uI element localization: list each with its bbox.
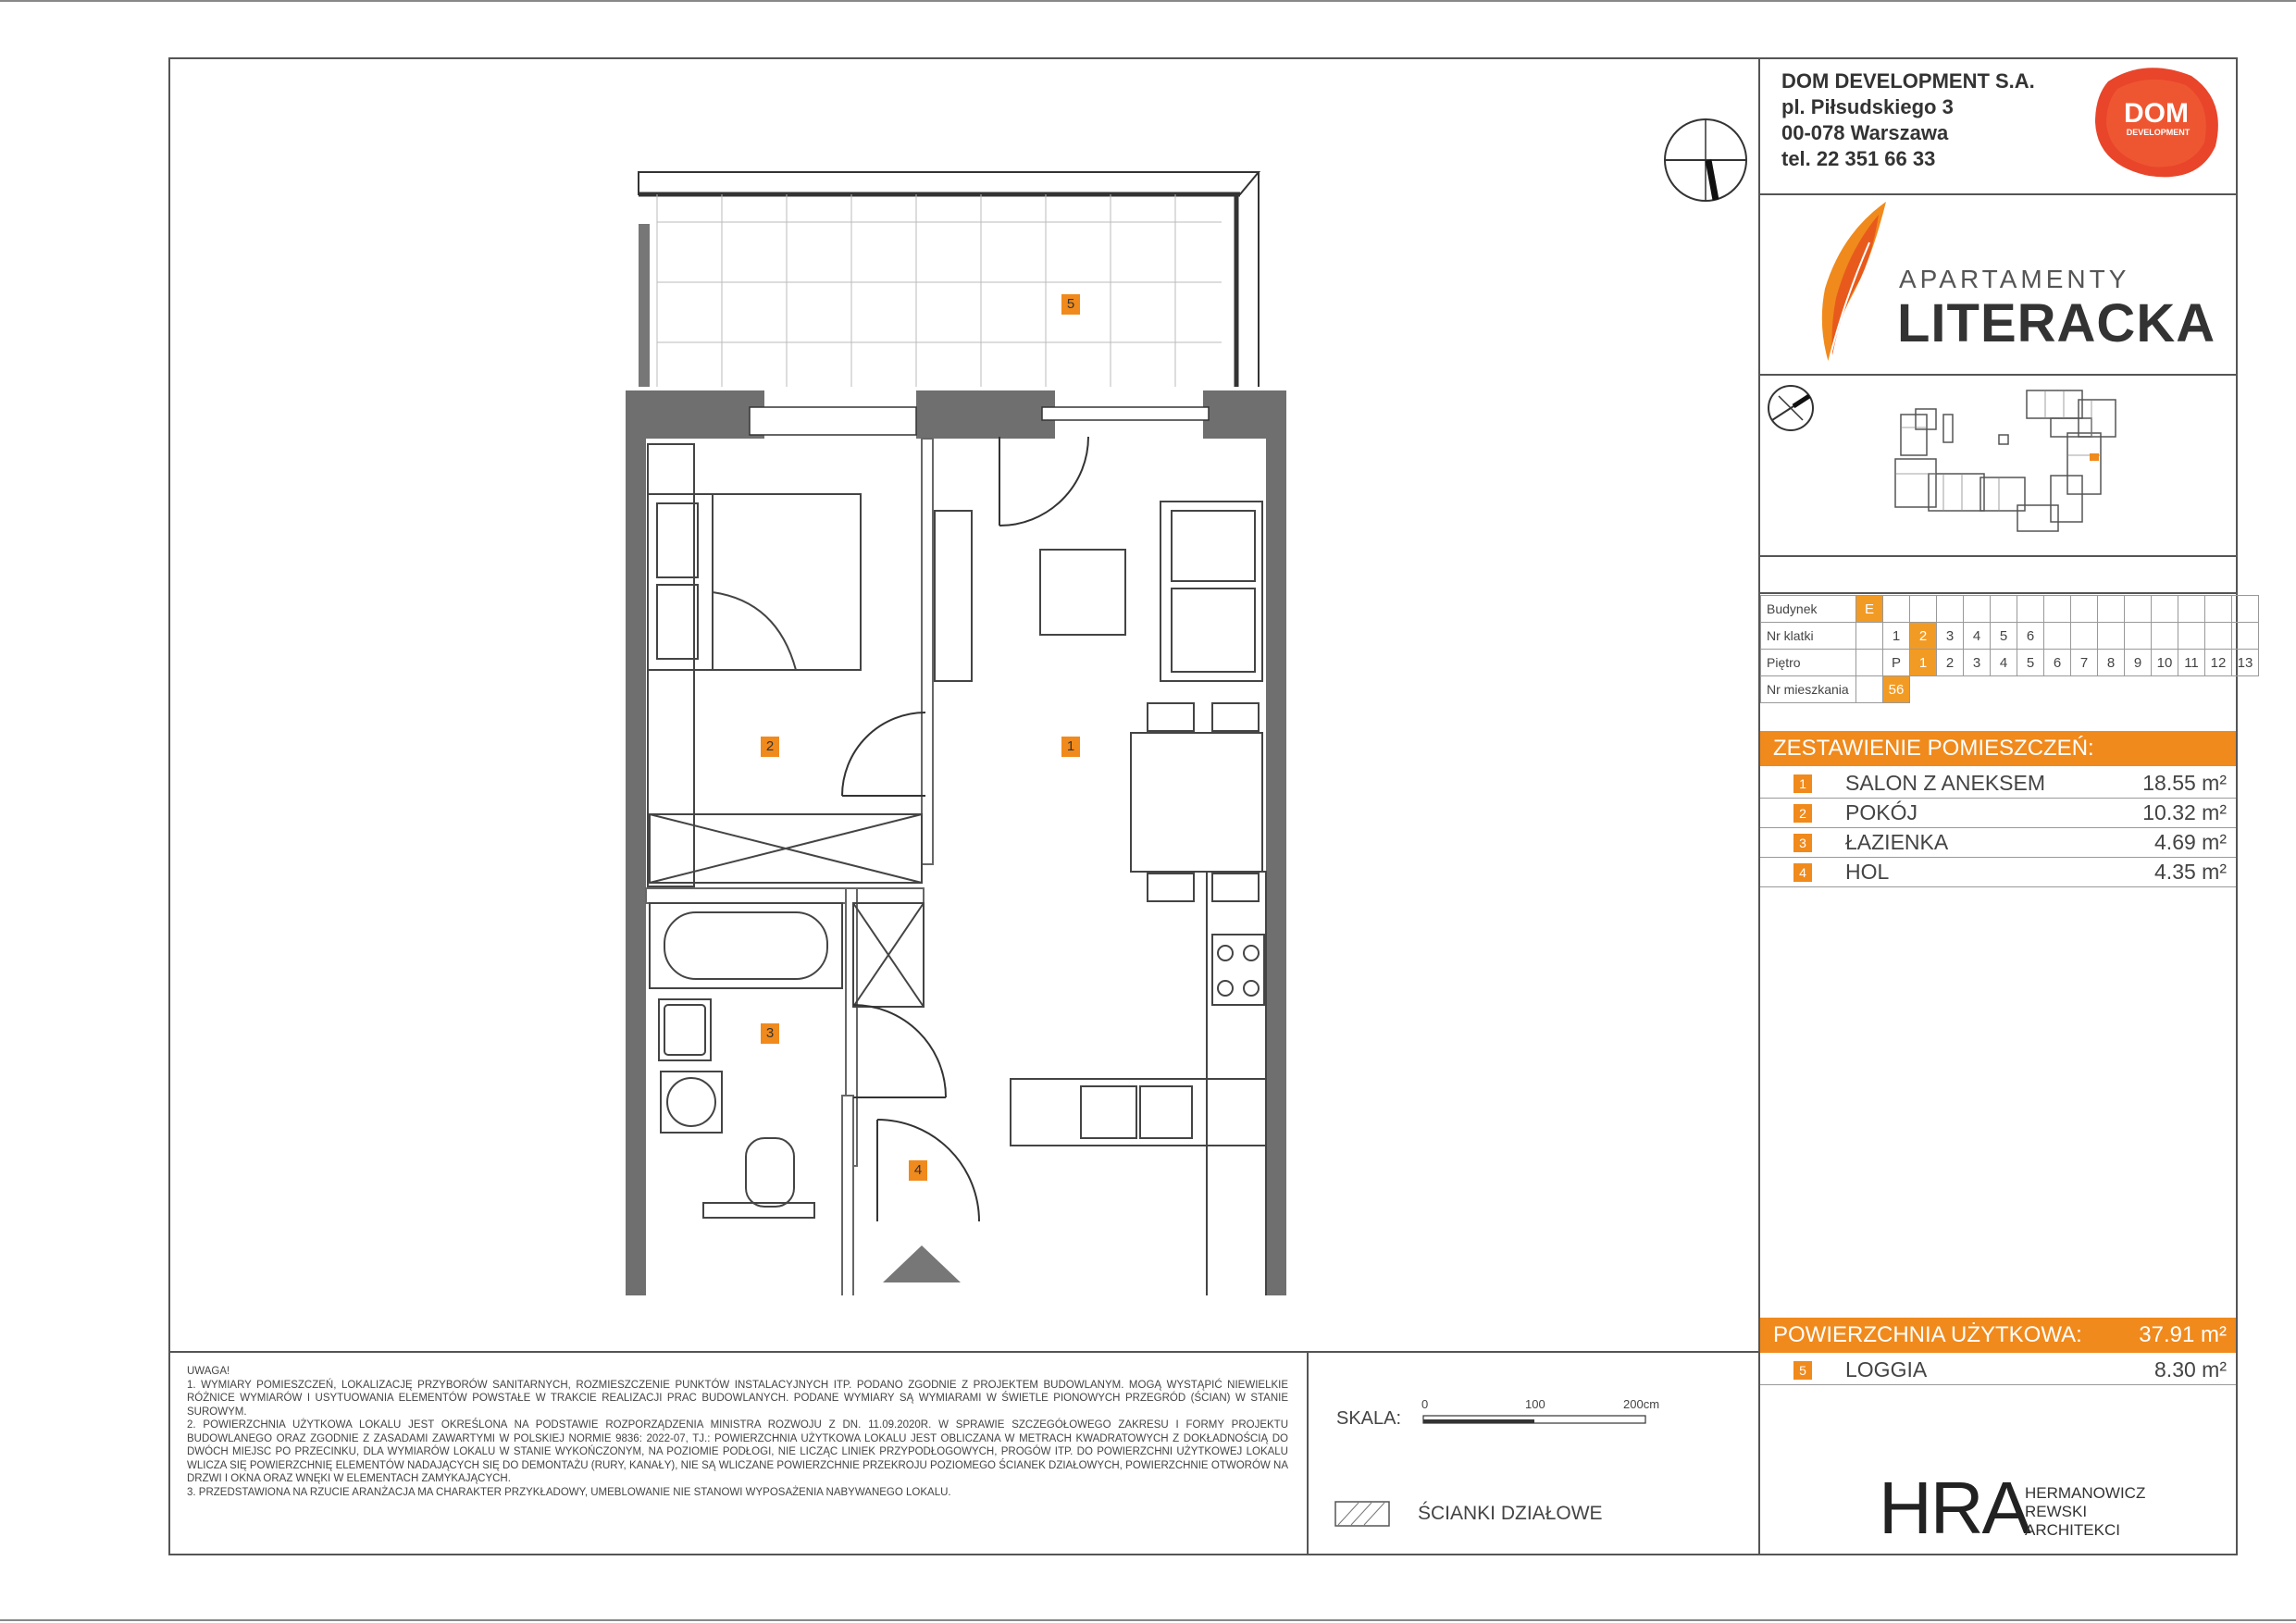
- location-table: [1760, 595, 2259, 703]
- bathroom: [650, 903, 924, 1218]
- scale-tick-200: 200cm: [1623, 1397, 1660, 1411]
- room-row: [1760, 857, 2236, 887]
- klatka-cell: 1: [1883, 623, 1910, 650]
- room-name: LOGGIA: [1845, 1357, 1928, 1381]
- project-line1: APARTAMENTY: [1899, 265, 2130, 293]
- scale-tick-0: 0: [1421, 1397, 1429, 1411]
- top-rule: [0, 0, 2296, 2]
- plan-tag: 2: [761, 737, 779, 757]
- pietro-cell: 2: [1937, 650, 1964, 676]
- pietro-cell: 3: [1964, 650, 1991, 676]
- label-budynek: Budynek: [1761, 596, 1856, 623]
- pietro-cell: 10: [2152, 650, 2178, 676]
- pietro-cell: 7: [2071, 650, 2098, 676]
- pietro-cell: 8: [2098, 650, 2125, 676]
- plan-tag: 1: [1061, 737, 1080, 757]
- note-1: 1. WYMIARY POMIESZCZEŃ, LOKALIZACJĘ PRZYBORÓW SANITARNYCH, ROZMIESZCZENIE PUNKTÓW INSTALACYJNYCH ITP. PODANO ZGODNIE Z PROJEKTEM BUDOWLANYM. MOGĄ WYSTĄPIĆ NIEWIELKIE RÓŻNICE WYMIARÓW I USYTUOWANIA ELEMENTÓW POWSTAŁE W TRAKCIE REALIZACJI PRAC BUDOWLANYCH. PODANE WYMIARY SĄ WYMIARAMI W ŚWIETLE PIONOWYCH PRZEGRÓD (ŚCIAN) W STANIE SUROWYM.: [187, 1379, 1288, 1418]
- room-area: 18.55 m²: [2142, 771, 2227, 795]
- room-name: ŁAZIENKA: [1845, 830, 1949, 854]
- room-row: [1760, 768, 2236, 799]
- pietro-cell: 9: [2125, 650, 2152, 676]
- company-address2: 00-078 Warszawa: [1781, 121, 1949, 144]
- project-line2: LITERACKA: [1897, 293, 2216, 353]
- klatka-cell-selected: 2: [1910, 623, 1937, 650]
- room-area: 8.30 m²: [2154, 1357, 2227, 1381]
- compass-small-icon: [1766, 383, 1816, 433]
- room-name: SALON Z ANEKSEM: [1845, 771, 2046, 795]
- klatka-cell: 4: [1964, 623, 1991, 650]
- pietro-cell: P: [1883, 650, 1910, 676]
- hra-logo: HRA: [1879, 1467, 2029, 1549]
- project-divider: [1758, 374, 2238, 376]
- mieszkanie-value: 56: [1883, 676, 1910, 703]
- pietro-cell: 12: [2205, 650, 2232, 676]
- scale-tick-100: 100: [1525, 1397, 1545, 1411]
- pietro-cell: 11: [2178, 650, 2205, 676]
- budynek-value: E: [1856, 596, 1883, 623]
- room-num: 1: [1793, 774, 1812, 793]
- dom-logo-sub: DEVELOPMENT: [2126, 128, 2191, 137]
- table-divider: [1758, 592, 2238, 594]
- room-row: [1760, 827, 2236, 858]
- bottom-rule: [0, 1619, 2296, 1621]
- plan-tag: 3: [761, 1023, 779, 1044]
- room-num: 5: [1793, 1361, 1812, 1380]
- pietro-cell: 13: [2232, 650, 2259, 676]
- company-address1: pl. Piłsudskiego 3: [1781, 95, 1954, 118]
- room-num: 4: [1793, 863, 1812, 882]
- plan-tag: 5: [1061, 294, 1080, 315]
- scale-divider: [1307, 1351, 1309, 1555]
- dom-logo: [2090, 63, 2227, 181]
- label-mieszkanie: Nr mieszkania: [1761, 676, 1856, 703]
- klatka-cell: 6: [2017, 623, 2044, 650]
- room-area: 4.35 m²: [2154, 860, 2227, 884]
- plan-tag: 4: [909, 1160, 927, 1181]
- room-num: 3: [1793, 834, 1812, 852]
- doors: [842, 437, 1088, 1221]
- pietro-cell-selected: 1: [1910, 650, 1937, 676]
- legend-label: ŚCIANKI DZIAŁOWE: [1418, 1503, 1603, 1524]
- usable-area-label: POWIERZCHNIA UŻYTKOWA:: [1773, 1322, 2082, 1347]
- notes-block: [187, 1365, 1288, 1499]
- usable-area-bar: [1760, 1318, 2236, 1353]
- note-2: 2. POWIERZCHNIA UŻYTKOWA LOKALU JEST OKREŚLONA NA PODSTAWIE ROZPORZĄDZENIA MINISTRA ROZWOJU Z DN. 11.09.2020R. W SPRAWIE SZCZEGÓŁOWEGO ZAKRESU I FORMY PROJEKTU BUDOWLANEGO ORAZ ZGODNIE Z ZASADAMI ZAWARTYMI W POLSKIEJ NORMIE 9836: 2022-07, TJ.: POWIERZCHNIA UŻYTKOWA LOKALU JEST OBLICZANA W METRACH KWADRATOWYCH Z DOKŁADNOŚCIĄ DO DWÓCH MIEJSC PO PRZECINKU, DLA WYMIARÓW LOKALU W STANIE WYKOŃCZONYM, NA POZIOMIE PODŁOGI, NIE LICZĄC LINIEK PRZYPODŁOGOWYCH, PROGÓW ITP. DO POWIERZCHNI UŻYTKOWEJ LOKALU WLICZA SIĘ POWIERZCHNIĘ ELEMENTÓW NADAJĄCYCH SIĘ DO DEMONTAŻU (RURY, KANAŁY), NIE SĄ WLICZANE POWIERZCHNIE PRZEKROJU POZIOMEGO ŚCIANEK DZIAŁOWYCH, POWIERZCHNIE OTWORÓW NA DRZWI I OKNA ORAZ WNĘKI W ELEMENTACH ZAMYKAJĄCYCH.: [187, 1419, 1288, 1484]
- klatka-cell: 5: [1991, 623, 2017, 650]
- room-area: 10.32 m²: [2142, 800, 2227, 824]
- loggia-area: [639, 172, 1259, 387]
- scale-bar: [1421, 1397, 1662, 1434]
- row-klatka: [1761, 623, 2259, 650]
- keyplan-divider: [1758, 555, 2238, 557]
- kitchen: [1011, 872, 1266, 1295]
- room-name: POKÓJ: [1845, 800, 1917, 824]
- hra-line2: REWSKI: [2025, 1503, 2088, 1520]
- rooms-header: ZESTAWIENIE POMIESZCZEŃ:: [1760, 731, 2236, 766]
- company-block: [1781, 68, 2035, 172]
- row-mieszkanie: [1761, 676, 2259, 703]
- feather-icon: [1805, 196, 1897, 372]
- hra-line1: HERMANOWICZ: [2025, 1484, 2146, 1502]
- company-divider: [1758, 193, 2238, 195]
- room-area: 4.69 m²: [2154, 830, 2227, 854]
- room-row: [1760, 798, 2236, 828]
- key-plan-highlight: [2090, 453, 2099, 461]
- pietro-cell: 5: [2017, 650, 2044, 676]
- compass-icon: [1662, 117, 1749, 204]
- notes-divider: [168, 1351, 1760, 1353]
- floor-plan: [611, 167, 1314, 1295]
- bedroom-furniture: [648, 444, 861, 886]
- dom-logo-text: DOM: [2124, 98, 2189, 129]
- scale-label: SKALA:: [1336, 1408, 1402, 1429]
- notes-title: UWAGA!: [187, 1366, 230, 1377]
- company-phone: tel. 22 351 66 33: [1781, 147, 1936, 170]
- room-num: 2: [1793, 804, 1812, 823]
- label-klatka: Nr klatki: [1761, 623, 1856, 650]
- hatch-legend-icon: [1334, 1501, 1390, 1527]
- loggia-row: [1760, 1355, 2236, 1385]
- room-name: HOL: [1845, 860, 1890, 884]
- company-name: DOM DEVELOPMENT S.A.: [1781, 69, 2035, 93]
- key-plan: [1888, 381, 2128, 540]
- hra-line3: ARCHITEKCI: [2025, 1521, 2120, 1539]
- walls: [626, 390, 1286, 1295]
- note-3: 3. PRZEDSTAWIONA NA RZUCIE ARANŻACJA MA CHARAKTER PRZYKŁADOWY, UMEBLOWANIE NIE STANOWI WYPOSAŻENIA NABYWANEGO LOKALU.: [187, 1486, 951, 1498]
- row-budynek: [1761, 596, 2259, 623]
- entrance-arrow-icon: [883, 1245, 961, 1282]
- pietro-cell: 4: [1991, 650, 2017, 676]
- usable-area-value: 37.91 m²: [2139, 1322, 2227, 1347]
- living-furniture: [1040, 502, 1262, 901]
- label-pietro: Piętro: [1761, 650, 1856, 676]
- row-pietro: [1761, 650, 2259, 676]
- pietro-cell: 6: [2044, 650, 2071, 676]
- klatka-cell: 3: [1937, 623, 1964, 650]
- hra-names: [2025, 1484, 2145, 1540]
